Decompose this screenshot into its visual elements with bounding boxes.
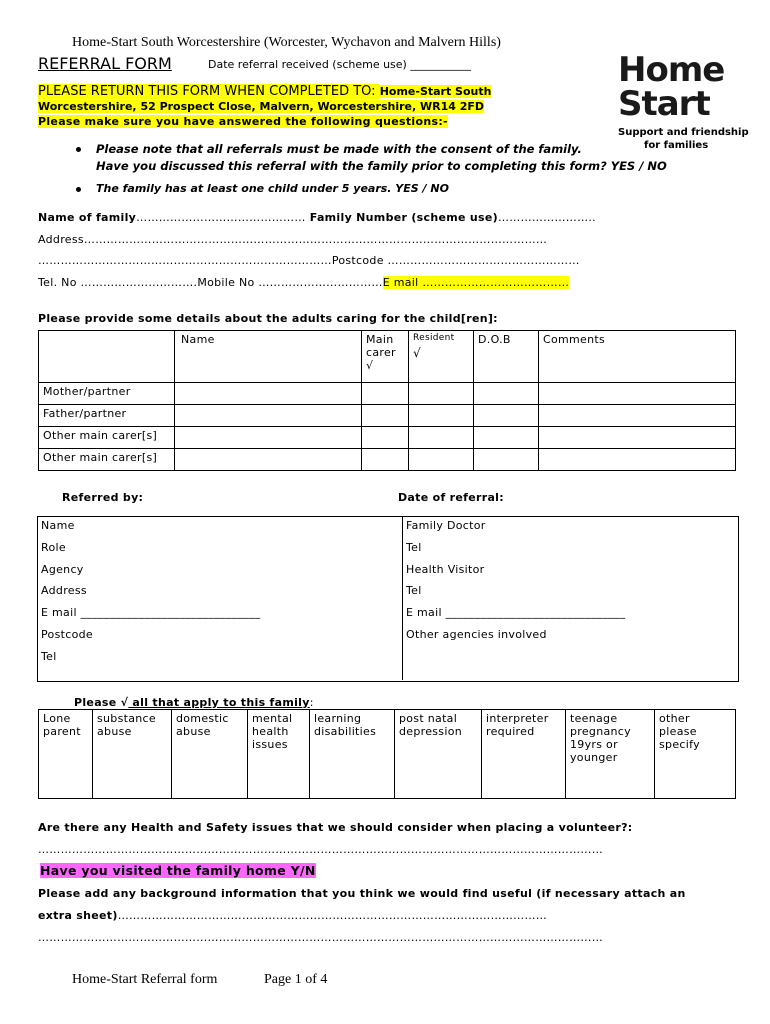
logo-tagline-2: for families bbox=[644, 140, 709, 151]
bullet-icon bbox=[76, 187, 81, 192]
col-name: Name bbox=[175, 331, 362, 383]
option-learning-disabilities[interactable]: learning disabilities bbox=[310, 710, 395, 799]
option-interpreter-required[interactable]: interpreter required bbox=[482, 710, 566, 799]
page-number: Page 1 of 4 bbox=[264, 972, 328, 987]
adults-table bbox=[38, 330, 736, 471]
return-instruction: Please make sure you have answered the following questions:- bbox=[38, 115, 448, 128]
logo-tagline-1: Support and friendship bbox=[618, 127, 749, 138]
family-name-row[interactable]: Name of family……………………………………… Family Number (scheme use)…………………….. bbox=[38, 211, 596, 224]
referrer-role-field[interactable]: Role bbox=[41, 541, 66, 554]
apply-table bbox=[38, 709, 736, 799]
form-title: REFERRAL FORM bbox=[38, 54, 172, 73]
date-received-field[interactable]: Date referral received (scheme use) ___________ bbox=[208, 58, 471, 71]
health-visitor-email-field[interactable]: E mail _______________________________ bbox=[406, 606, 626, 619]
col-main-carer: Main carer √ bbox=[362, 331, 409, 383]
option-domestic-abuse[interactable]: domestic abuse bbox=[172, 710, 248, 799]
referrer-agency-field[interactable]: Agency bbox=[41, 563, 84, 576]
consent-note: Please note that all referrals must be made with the consent of the family. bbox=[96, 142, 582, 156]
health-safety-answer[interactable]: …………………………………………………………………………………………………………………………………… bbox=[38, 843, 603, 856]
postcode-row[interactable]: ……………………………………………………………………Postcode …………………………………………… bbox=[38, 254, 580, 267]
option-lone-parent[interactable]: Lone parent bbox=[39, 710, 93, 799]
referral-box bbox=[37, 516, 739, 682]
tick-icon: √ bbox=[120, 696, 129, 709]
return-line-1: PLEASE RETURN THIS FORM WHEN COMPLETED TO: Home-Start South bbox=[38, 84, 492, 99]
return-address: Worcestershire, 52 Prospect Close, Malvern, Worcestershire, WR14 2FD bbox=[38, 100, 485, 113]
background-question: Please add any background information that you think we would find useful (if necessary attach an bbox=[38, 887, 686, 900]
referral-divider bbox=[402, 516, 403, 680]
date-of-referral-label[interactable]: Date of referral: bbox=[398, 491, 504, 504]
apply-heading: Please √ all that apply to this family: bbox=[74, 696, 314, 709]
option-other[interactable]: other please specify bbox=[655, 710, 736, 799]
option-teenage-pregnancy[interactable]: teenage pregnancy 19yrs or younger bbox=[566, 710, 655, 799]
referrer-name-field[interactable]: Name bbox=[41, 519, 75, 532]
visited-home-question[interactable]: Have you visited the family home Y/N bbox=[40, 863, 316, 878]
tel-row[interactable]: Tel. No ………………………….Mobile No ……………………………E mail ………………………………… bbox=[38, 276, 570, 289]
health-safety-question: Are there any Health and Safety issues that we should consider when placing a volunteer?: bbox=[38, 821, 633, 834]
referrer-tel-field[interactable]: Tel bbox=[41, 650, 57, 663]
discussed-question[interactable]: Have you discussed this referral with the family prior to completing this form? YES / NO bbox=[96, 159, 667, 173]
option-substance-abuse[interactable]: substance abuse bbox=[93, 710, 172, 799]
child-under-5-question[interactable]: The family has at least one child under 5 years. YES / NO bbox=[96, 182, 449, 195]
table-row[interactable]: Mother/partner bbox=[39, 383, 736, 405]
logo-line-start: Start bbox=[618, 84, 710, 124]
bullet-icon bbox=[76, 147, 81, 152]
background-answer[interactable]: …………………………………………………………………………………………………………………………………… bbox=[38, 931, 603, 944]
referred-by-label: Referred by: bbox=[62, 491, 144, 504]
address-row[interactable]: Address…………………………………………………………………………………………………………… bbox=[38, 233, 548, 246]
health-visitor-tel-field[interactable]: Tel bbox=[406, 584, 422, 597]
referrer-address-field[interactable]: Address bbox=[41, 584, 87, 597]
logo-line-home: Home bbox=[618, 50, 725, 90]
family-doctor-field[interactable]: Family Doctor bbox=[406, 519, 486, 532]
other-agencies-field[interactable]: Other agencies involved bbox=[406, 628, 547, 641]
col-resident: Resident √ bbox=[409, 331, 474, 383]
referrer-postcode-field[interactable]: Postcode bbox=[41, 628, 93, 641]
organisation-line: Home-Start South Worcestershire (Worcester, Wychavon and Malvern Hills) bbox=[72, 35, 501, 50]
referrer-email-field[interactable]: E mail _______________________________ bbox=[41, 606, 261, 619]
adults-heading: Please provide some details about the adults caring for the child[ren]: bbox=[38, 312, 498, 325]
table-row[interactable]: Other main carer[s] bbox=[39, 449, 736, 471]
option-mental-health[interactable]: mental health issues bbox=[248, 710, 310, 799]
footer-form-name: Home-Start Referral form bbox=[72, 972, 218, 987]
email-field: E mail bbox=[382, 276, 423, 289]
col-comments: Comments bbox=[539, 331, 736, 383]
table-row[interactable]: Father/partner bbox=[39, 405, 736, 427]
doctor-tel-field[interactable]: Tel bbox=[406, 541, 422, 554]
background-line-2[interactable]: extra sheet)…………………………………………………………………………………………………… bbox=[38, 909, 548, 922]
option-post-natal-depression[interactable]: post natal depression bbox=[395, 710, 482, 799]
health-visitor-field[interactable]: Health Visitor bbox=[406, 563, 485, 576]
col-dob: D.O.B bbox=[474, 331, 539, 383]
table-row[interactable]: Other main carer[s] bbox=[39, 427, 736, 449]
